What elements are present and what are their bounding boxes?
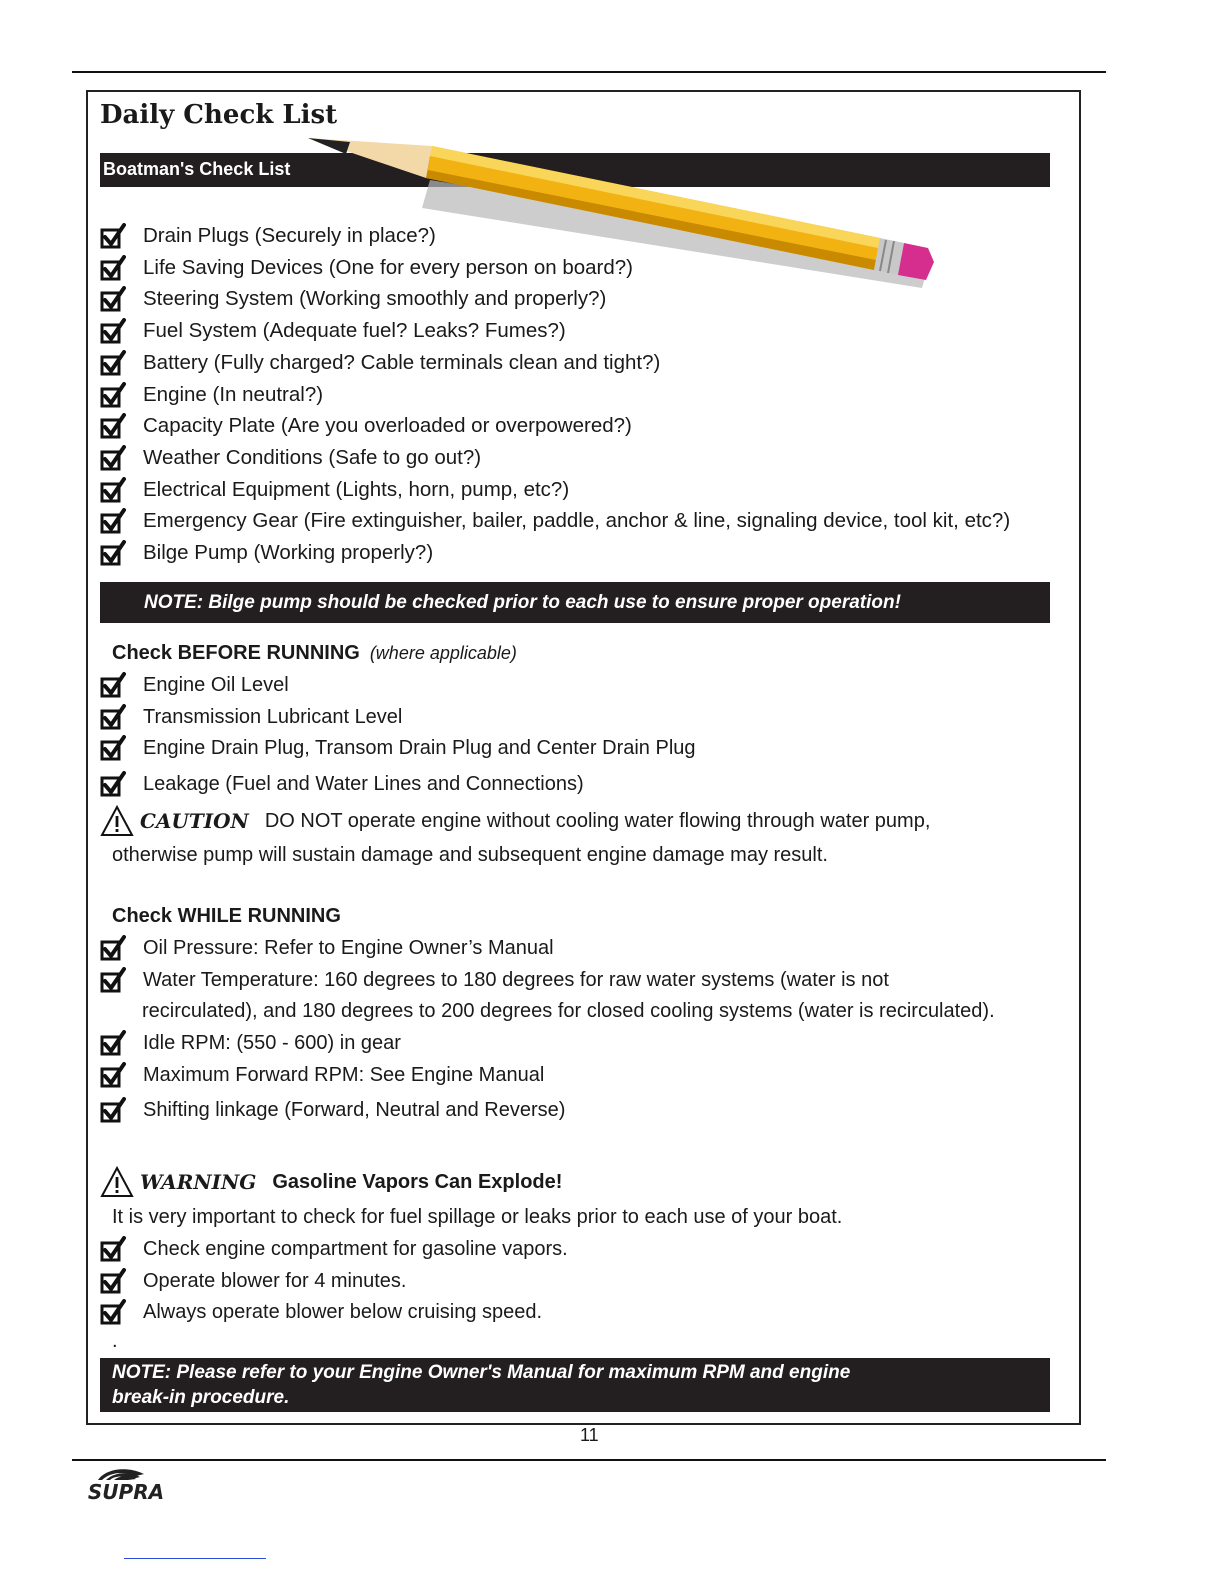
checkbox-checked-icon xyxy=(100,735,126,761)
checklist-item xyxy=(100,412,632,440)
checklist-item xyxy=(100,1096,565,1124)
caution-text: DO NOT operate engine without cooling water flowing through water pump, xyxy=(264,809,931,832)
checklist-item xyxy=(100,734,696,762)
checkbox-checked-icon xyxy=(100,255,126,281)
checkbox-checked-icon xyxy=(100,540,126,566)
item-text: Engine (In neutral?) xyxy=(143,383,324,406)
checklist-item xyxy=(100,1029,401,1057)
checkbox-checked-icon xyxy=(100,1299,126,1325)
caution-label: CAUTION xyxy=(140,809,249,833)
checkbox-checked-icon xyxy=(100,413,126,439)
engine-manual-note xyxy=(100,1358,1050,1412)
checklist-item xyxy=(100,703,402,731)
checkbox-checked-icon xyxy=(100,382,126,408)
item-text: Idle RPM: (550 - 600) in gear xyxy=(143,1031,401,1054)
item-text-continued: recirculated), and 180 degrees to 200 degrees for closed cooling systems (water is recirculated). xyxy=(142,1000,995,1022)
before-running-heading xyxy=(112,642,517,665)
checklist-item xyxy=(100,317,566,345)
item-text: Operate blower for 4 minutes. xyxy=(143,1269,407,1292)
item-text: Maximum Forward RPM: See Engine Manual xyxy=(143,1063,545,1086)
page-title: Daily Check List xyxy=(100,100,338,130)
item-text: Leakage (Fuel and Water Lines and Connections) xyxy=(143,772,584,795)
top-rule xyxy=(72,71,1106,73)
checklist-item xyxy=(100,966,889,994)
item-text: Steering System (Working smoothly and properly?) xyxy=(143,287,607,310)
checklist-item xyxy=(100,671,289,699)
checkbox-checked-icon xyxy=(100,223,126,249)
item-text: Always operate blower below cruising speed. xyxy=(143,1300,543,1323)
checkbox-checked-icon xyxy=(100,350,126,376)
item-text: Emergency Gear (Fire extinguisher, bailer, paddle, anchor & line, signaling device, tool kit, etc?) xyxy=(143,509,1011,532)
checklist-item xyxy=(100,934,554,962)
checklist-item xyxy=(100,285,606,313)
note-line-2: break-in procedure. xyxy=(112,1387,290,1408)
checklist-item xyxy=(100,476,569,504)
item-text: Life Saving Devices (One for every person on board?) xyxy=(143,256,633,279)
checkbox-checked-icon xyxy=(100,967,126,993)
item-text: Drain Plugs (Securely in place?) xyxy=(143,224,436,247)
warning-intro: It is very important to check for fuel spillage or leaks prior to each use of your boat. xyxy=(112,1206,843,1228)
warning-label: WARNING xyxy=(140,1170,257,1194)
checkbox-checked-icon xyxy=(100,672,126,698)
checklist-item xyxy=(100,1298,542,1326)
logo-text: SUPRA xyxy=(87,1480,165,1502)
heading-hint: (where applicable) xyxy=(369,643,517,663)
checklist-item xyxy=(100,254,633,282)
note-line-1: NOTE: Please refer to your Engine Owner's Manual for maximum RPM and engine xyxy=(112,1362,851,1383)
checkbox-checked-icon xyxy=(100,1268,126,1294)
warning-triangle-icon xyxy=(100,805,134,837)
page-number: 11 xyxy=(580,1425,599,1445)
checkbox-checked-icon xyxy=(100,935,126,961)
checkbox-checked-icon xyxy=(100,477,126,503)
item-text: Capacity Plate (Are you overloaded or overpowered?) xyxy=(143,414,632,437)
checklist-item xyxy=(100,1061,544,1089)
item-text: Engine Drain Plug, Transom Drain Plug and Center Drain Plug xyxy=(143,736,696,759)
warning-title: Gasoline Vapors Can Explode! xyxy=(272,1170,563,1193)
checkbox-checked-icon xyxy=(100,508,126,534)
item-text: Check engine compartment for gasoline vapors. xyxy=(143,1237,568,1260)
checkbox-checked-icon xyxy=(100,1097,126,1123)
item-text: Electrical Equipment (Lights, horn, pump, etc?) xyxy=(143,478,570,501)
item-text: Battery (Fully charged? Cable terminals clean and tight?) xyxy=(143,351,661,374)
checkbox-checked-icon xyxy=(100,704,126,730)
warning-triangle-icon xyxy=(100,1166,134,1198)
checkbox-checked-icon xyxy=(100,1030,126,1056)
checklist-item xyxy=(100,1267,406,1295)
checkbox-checked-icon xyxy=(100,445,126,471)
item-text: Transmission Lubricant Level xyxy=(143,705,403,728)
checkbox-checked-icon xyxy=(100,1236,126,1262)
checklist-item xyxy=(100,770,584,798)
item-text: Bilge Pump (Working properly?) xyxy=(143,541,434,564)
checklist-item xyxy=(100,381,323,409)
checkbox-checked-icon xyxy=(100,1062,126,1088)
bilge-pump-note: NOTE: Bilge pump should be checked prior to each use to ensure proper operation! xyxy=(100,582,1050,623)
item-text: Fuel System (Adequate fuel? Leaks? Fumes?) xyxy=(143,319,566,342)
item-text: Oil Pressure: Refer to Engine Owner’s Manual xyxy=(143,936,554,959)
checkbox-checked-icon xyxy=(100,286,126,312)
checklist-item xyxy=(100,1235,568,1263)
item-text: Water Temperature: 160 degrees to 180 degrees for raw water systems (water is not xyxy=(143,968,889,991)
caution-row xyxy=(100,803,930,839)
item-text: Weather Conditions (Safe to go out?) xyxy=(143,446,482,469)
checklist-item xyxy=(100,444,481,472)
caution-text-continued: otherwise pump will sustain damage and subsequent engine damage may result. xyxy=(112,844,828,866)
checkbox-checked-icon xyxy=(100,771,126,797)
heading-text: Check BEFORE RUNNING xyxy=(112,642,360,664)
item-text: Shifting linkage (Forward, Neutral and Reverse) xyxy=(143,1098,566,1121)
warning-row xyxy=(100,1164,562,1200)
stray-dot: . xyxy=(112,1330,118,1352)
checklist-item xyxy=(100,539,433,567)
checklist-item xyxy=(100,222,436,250)
checklist-item xyxy=(100,349,660,377)
item-text: Engine Oil Level xyxy=(143,673,289,696)
checkbox-checked-icon xyxy=(100,318,126,344)
boatman-header: Boatman's Check List xyxy=(100,153,1050,187)
while-running-heading: Check WHILE RUNNING xyxy=(112,905,341,927)
link-underline xyxy=(124,1558,266,1559)
supra-logo xyxy=(70,1466,182,1502)
bottom-rule xyxy=(72,1459,1106,1461)
checklist-item xyxy=(100,507,1010,535)
